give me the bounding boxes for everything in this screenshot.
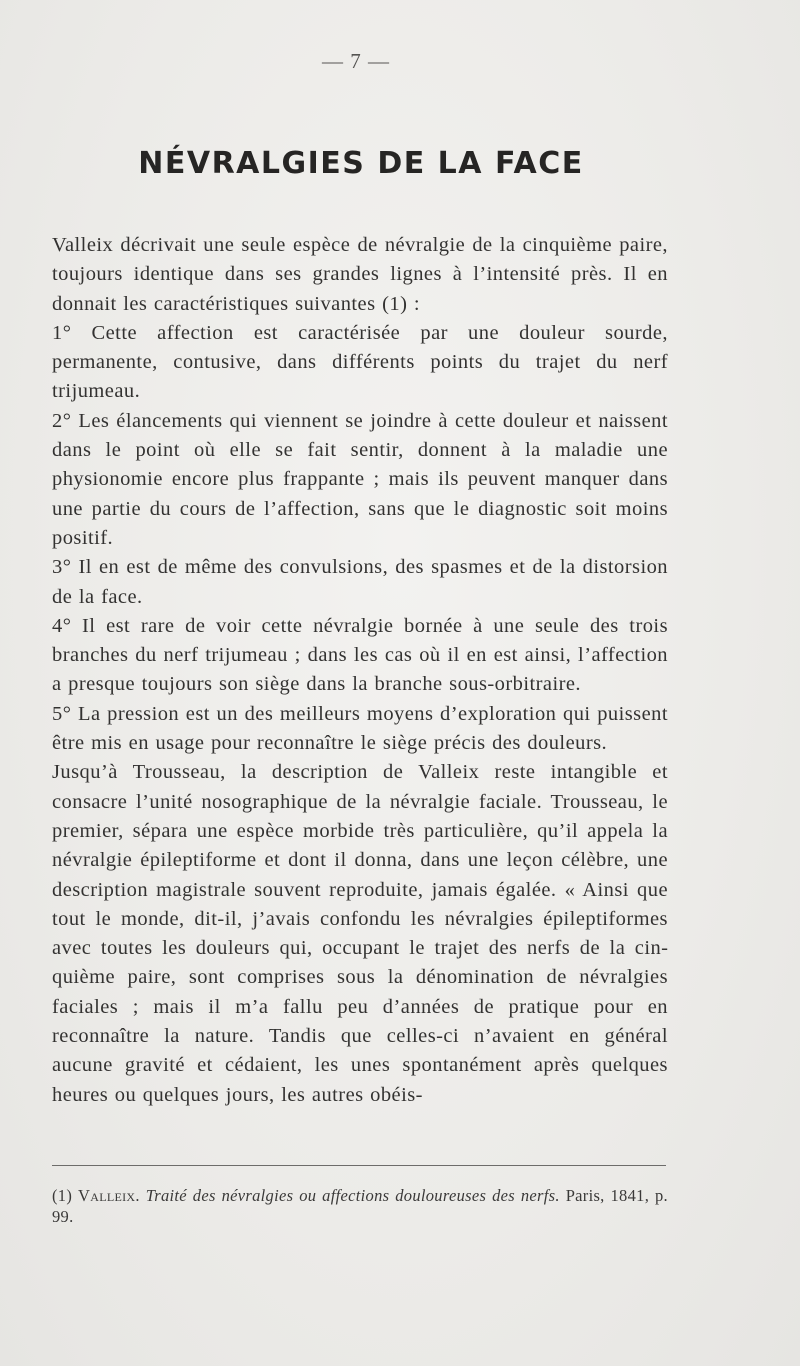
body-text — [52, 231, 668, 1110]
footnote-work-title: Traité des névralgies ou affections douloureuses des nerfs. — [145, 1186, 560, 1205]
paragraph-point-2: 2° Les élancements qui viennent se joindre à cette douleur et naissent dans le point où elle se fait sentir, donnent à la maladie une physionomie encore plus frappante ; mais ils peuvent manquer dans une partie du cours de l’affection, sans que le diagnostic soit moins positif. — [52, 409, 668, 549]
footnote-marker: (1) — [52, 1186, 73, 1205]
page-number: — 7 — — [322, 49, 390, 73]
paragraph-trousseau: Jusqu’à Trousseau, la description de Valleix reste intangible et consacre l’unité nosographique de la névralgie faciale. Trousseau, le premier, sépara une espèce morbide très particulière, qu’il appela la névralgie épileptiforme et dont il donna, dans une leçon célèbre, une description magistrale souvent reproduite, jamais égalée. « Ainsi que tout le monde, dit-il, j’avais confondu les névralgies épileptiformes avec toutes les douleurs qui, occupant le trajet des nerfs de la cinquième paire, sont comprises sous la dénomination de névralgies faciales ; mais il m’a fallu peu d’années de pratique pour en reconnaître la nature. Tandis que celles-ci n’avaient en général aucune gravité et cédaient, les unes spontanément après quelques heures ou quelques jours, les autres obéis- — [52, 761, 668, 1106]
paragraph-point-3: 3° Il en est de même des convulsions, des spasmes et de la distorsion de la face. — [52, 556, 668, 608]
paragraph-point-4: 4° Il est rare de voir cette névralgie bornée à une seule des trois branches du nerf trijumeau ; dans les cas où il en est ainsi, l’affection a presque toujours son siège dans la branche sous-orbitraire. — [52, 614, 668, 696]
footnote-divider — [52, 1165, 666, 1166]
paragraph-point-1: 1° Cette affection est caractérisée par une douleur sourde, permanente, contusive, dans différents points du trajet du nerf trijumeau. — [52, 321, 668, 403]
paragraph-intro: Valleix décrivait une seule espèce de névralgie de la cinquième paire, toujours identique dans ses grandes lignes à l’intensité près. Il en donnait les caractéristiques suivantes (1) : — [52, 234, 668, 315]
paragraph-point-5: 5° La pression est un des meilleurs moyens d’exploration qui puissent être mis en usage pour reconnaître le siège précis des douleurs. — [52, 702, 668, 755]
footnote-publication: Paris, 1841, p. 99. — [52, 1186, 668, 1226]
footnote-author: Valleix. — [78, 1186, 140, 1205]
chapter-title: NÉVRALGIES DE LA FACE — [138, 146, 584, 181]
footnote — [52, 1185, 668, 1227]
